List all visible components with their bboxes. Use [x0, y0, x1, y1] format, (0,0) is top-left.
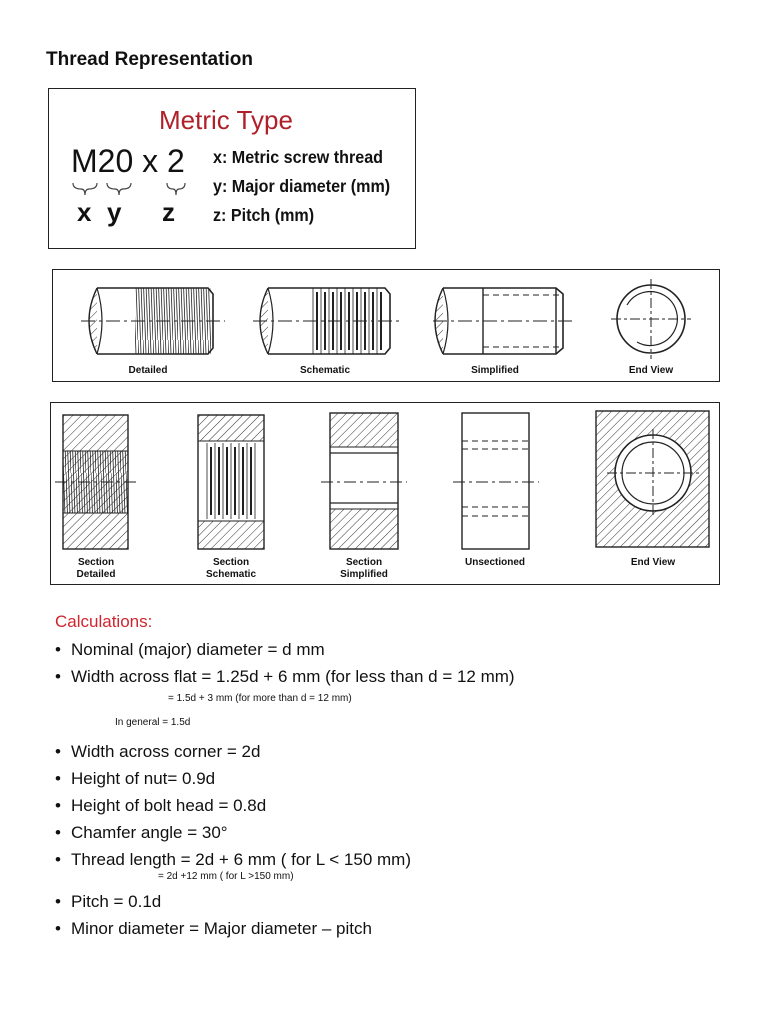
- list-item-height-bolt-head: • Height of bolt head = 0.8d: [55, 796, 267, 815]
- section-detailed-view: [55, 415, 137, 549]
- page-title: Thread Representation: [46, 49, 253, 70]
- caption-section-schematic: Section Schematic: [205, 557, 257, 580]
- letter-y: y: [107, 197, 122, 227]
- calculations-title: Calculations:: [55, 612, 153, 631]
- caption-detailed: Detailed: [128, 365, 168, 376]
- section-thread-panel: [50, 402, 720, 585]
- definition-x: x: Metric screw thread: [213, 147, 384, 167]
- list-item-pitch: • Pitch = 0.1d: [55, 892, 162, 911]
- definition-z: z: Pitch (mm): [213, 205, 315, 225]
- list-item-minor-diameter: • Minor diameter = Major diameter – pitch: [55, 919, 372, 938]
- letter-x: x: [77, 197, 92, 227]
- caption-simplified: Simplified: [471, 365, 519, 376]
- list-item-chamfer: • Chamfer angle = 30°: [55, 823, 228, 842]
- list-item-height-nut: • Height of nut= 0.9d: [55, 769, 216, 788]
- caption-section-simplified: Section Simplified: [340, 557, 388, 580]
- schematic-view: [253, 288, 403, 354]
- caption-section-detailed: Section Detailed: [76, 557, 116, 580]
- end-view: [611, 279, 691, 359]
- detailed-view: [81, 288, 225, 354]
- caption-end-view: End View: [628, 365, 674, 376]
- caption-unsectioned: Unsectioned: [464, 557, 525, 568]
- unsectioned-view: [453, 413, 539, 549]
- definition-y: y: Major diameter (mm): [213, 176, 391, 196]
- width-flat-alt: = 1.5d + 3 mm (for more than d = 12 mm): [168, 693, 352, 704]
- simplified-view: [433, 288, 573, 354]
- letter-z: z: [162, 197, 175, 227]
- list-item-width-corner: • Width across corner = 2d: [55, 742, 261, 761]
- external-thread-panel: [52, 269, 720, 382]
- caption-section-end-view: End View: [630, 557, 676, 568]
- section-simplified-view: [321, 413, 407, 549]
- section-schematic-view: [198, 415, 264, 549]
- brace-marks: [67, 181, 197, 197]
- list-item-width-flat: • Width across flat = 1.25d + 6 mm (for less than d = 12 mm): [55, 667, 515, 686]
- metric-title: Metric Type: [159, 105, 293, 135]
- width-flat-general: In general = 1.5d: [115, 717, 191, 728]
- list-item-thread-length: • Thread length = 2d + 6 mm ( for L < 150 mm): [55, 850, 411, 869]
- caption-schematic: Schematic: [299, 365, 351, 376]
- metric-code: M20 x 2: [71, 143, 185, 179]
- metric-type-panel: [48, 88, 416, 249]
- list-item-nominal: • Nominal (major) diameter = d mm: [55, 640, 325, 659]
- calculations-section: [55, 612, 735, 942]
- section-end-view: [596, 411, 709, 547]
- thread-length-alt: = 2d +12 mm ( for L >150 mm): [158, 871, 294, 882]
